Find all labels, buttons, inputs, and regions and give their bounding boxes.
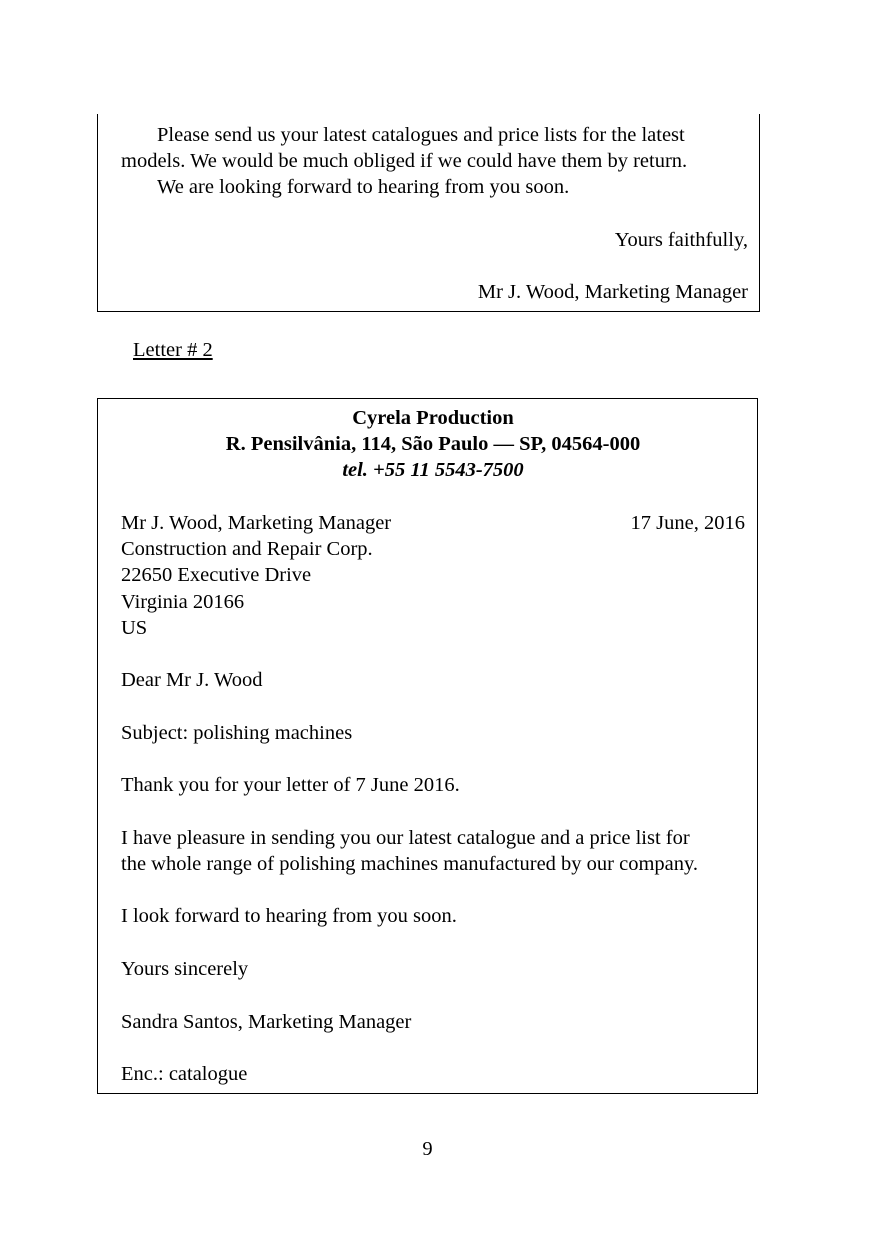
recipient-line-4: Virginia 20166 bbox=[121, 591, 245, 613]
recipient-line-3: 22650 Executive Drive bbox=[121, 564, 312, 586]
letter2-body-line1: I have pleasure in sending you our latest catalogue and a price list for bbox=[121, 827, 690, 849]
letter2-enclosure: Enc.: catalogue bbox=[121, 1063, 248, 1085]
letter1-para1-line1: Please send us your latest catalogues and price lists for the latest bbox=[157, 124, 685, 146]
letter2-closing: Yours sincerely bbox=[121, 958, 249, 980]
letter2-date: 17 June, 2016 bbox=[630, 512, 745, 534]
page-number: 9 bbox=[422, 1138, 433, 1160]
letter2-subject: Subject: polishing machines bbox=[121, 722, 353, 744]
letter2-salutation: Dear Mr J. Wood bbox=[121, 669, 263, 691]
recipient-line-2: Construction and Repair Corp. bbox=[121, 538, 373, 560]
letter2-body-line2: the whole range of polishing machines manufactured by our company. bbox=[121, 853, 699, 875]
letter2-thanks: Thank you for your letter of 7 June 2016. bbox=[121, 774, 460, 796]
letter2-look-forward: I look forward to hearing from you soon. bbox=[121, 905, 457, 927]
letter2-address: R. Pensilvânia, 114, São Paulo — SP, 04564-000 bbox=[225, 433, 641, 455]
letter2-signature: Sandra Santos, Marketing Manager bbox=[121, 1011, 412, 1033]
letter2-tel: tel. +55 11 5543-7500 bbox=[342, 459, 524, 481]
letter1-para2: We are looking forward to hearing from you soon. bbox=[157, 176, 570, 198]
letter1-para1-line2: models. We would be much obliged if we could have them by return. bbox=[121, 150, 688, 172]
letter2-heading: Letter # 2 bbox=[133, 339, 213, 361]
letter1-closing: Yours faithfully, bbox=[614, 229, 748, 251]
recipient-line-1: Mr J. Wood, Marketing Manager bbox=[121, 512, 392, 534]
letter1-signature: Mr J. Wood, Marketing Manager bbox=[477, 281, 748, 303]
recipient-line-5: US bbox=[121, 617, 148, 639]
letter2-company: Cyrela Production bbox=[352, 407, 514, 429]
